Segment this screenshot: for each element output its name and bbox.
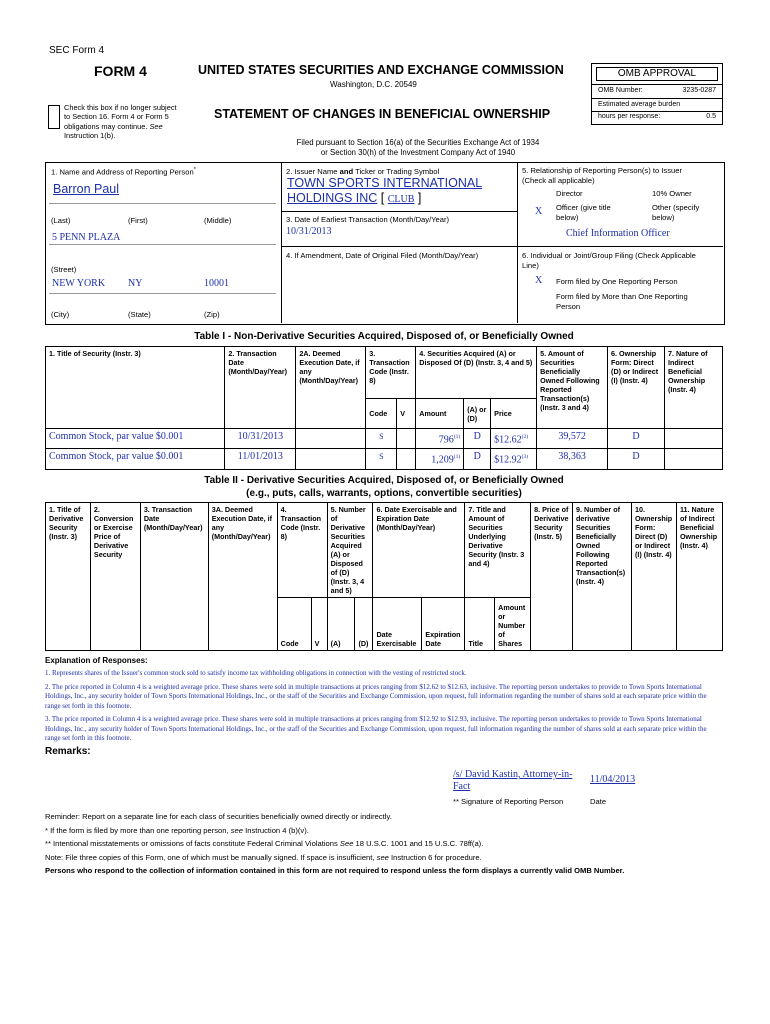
reminder: Reminder: Report on a separate line for each class of securities beneficially owned directly or indirectly.: [45, 812, 392, 821]
t2-sub-expiration: Expiration Date: [422, 598, 465, 651]
intentional-note: ** Intentional misstatements or omissions of facts constitute Federal Criminal Violations See 18 U.S.C. 1001 and 15 U.S.C. 78ff(a).: [45, 839, 484, 848]
table-row: Common Stock, par value $0.001 10/31/2013 S 796$^{(1)}$ D $12.62$^{(2)}$ 39,572 D: [46, 429, 723, 449]
t2-h8: 8. Price of Derivative Security (Instr. 5): [531, 503, 573, 651]
reporting-person-name[interactable]: Barron Paul: [53, 182, 120, 196]
star-note: * If the form is filed by more than one reporting person, see Instruction 4 (b)(v).: [45, 825, 309, 835]
checkbox-instruction: Check this box if no longer subject to Section 16. Form 4 or Form 5 obligations may continue. See Instruction 1(b).: [64, 103, 177, 141]
signature: /s/ David Kastin, Attorney-in- Fact: [453, 769, 573, 792]
other-option[interactable]: Other (specify below): [652, 203, 700, 222]
ten-percent-owner-option[interactable]: 10% Owner: [652, 189, 692, 198]
statement-title: STATEMENT OF CHANGES IN BENEFICIAL OWNERSHIP: [214, 107, 551, 121]
t2-h9: 9. Number of derivative Securities Beneficially Owned Following Reported Transaction(s) (Instr. 4): [573, 503, 632, 651]
t1-sub-price: Price: [491, 399, 537, 429]
state-label: (State): [128, 310, 151, 319]
ticker-symbol: CLUB: [387, 194, 415, 205]
omb-title: OMB APPROVAL: [596, 67, 718, 81]
footnote-1: 1. Represents shares of the Issuer's common stock sold to satisfy income tax withholding obligations in connection with the vesting of restricted stock.: [45, 669, 467, 677]
one-reporting-person-option[interactable]: Form filed by One Reporting Person: [556, 277, 678, 286]
box1-label: 1. Name and Address of Reporting Person*: [51, 167, 196, 177]
first-label: (First): [128, 216, 148, 225]
more-reporting-persons-option[interactable]: Form filed by More than One Reporting Person: [556, 292, 688, 311]
city: NEW YORK: [52, 278, 106, 289]
t2-sub-amount: Amount or Number of Shares: [495, 598, 531, 651]
zip-label: (Zip): [204, 310, 220, 319]
table2-title: Table II - Derivative Securities Acquired, Disposed of, or Beneficially Owned (e.g., puts, calls, warrants, options, convertible securities): [204, 475, 564, 499]
box6-label: 6. Individual or Joint/Group Filing (Check Applicable Line): [522, 251, 696, 270]
footnote-3: 3. The price reported in Column 4 is a weighted average price. These shares were sold in multiple transactions at prices ranging from $12.92 to $12.93, inclusive. The reporting person undertakes to provide to Town Sports International Holdings, Inc., any security holder of Town Sports International Holdings, Inc., or the staff of the Securities and Exchange Commission, upon request, full information regarding the number of shares sold at each separate price within the range set forth in this footnote.: [45, 715, 707, 742]
t1-sub-v: V: [397, 399, 416, 429]
earliest-transaction-date: 10/31/2013: [286, 226, 332, 237]
explanation-heading: Explanation of Responses:: [45, 656, 148, 665]
form-title: FORM 4: [94, 63, 147, 79]
t2-sub-title: Title: [465, 598, 495, 651]
t1-sub-code: Code: [366, 399, 397, 429]
signature-label: ** Signature of Reporting Person: [453, 797, 564, 806]
t2-sub-date-exercisable: Date Exercisable: [373, 598, 422, 651]
no-longer-subject-checkbox[interactable]: [48, 105, 60, 129]
agency-title: UNITED STATES SECURITIES AND EXCHANGE COMMISSION: [198, 63, 564, 77]
t2-sub-code: Code: [277, 598, 311, 651]
box5-label: 5. Relationship of Reporting Person(s) to Issuer (Check all applicable): [522, 166, 682, 185]
officer-title: Chief Information Officer: [566, 228, 670, 239]
t1-h2a: 2A. Deemed Execution Date, if any (Month/Day/Year): [296, 347, 366, 429]
t1-sub-amount: Amount: [416, 399, 464, 429]
city-label: (City): [51, 310, 70, 319]
t2-sub-a: (A): [327, 598, 355, 651]
t1-h6: 6. Ownership Form: Direct (D) or Indirect (I) (Instr. 4): [608, 347, 665, 429]
zip: 10001: [204, 278, 229, 289]
agency-location: Washington, D.C. 20549: [330, 80, 417, 89]
officer-option[interactable]: Officer (give title below): [556, 203, 611, 222]
persons-note: Persons who respond to the collection of information contained in this form are not required to respond unless the form displays a currently valid OMB Number.: [45, 866, 625, 875]
date-label: Date: [590, 797, 607, 806]
t2-h10: 10. Ownership Form: Direct (D) or Indirect (I) (Instr. 4): [631, 503, 676, 651]
officer-check-mark: X: [535, 206, 543, 217]
t1-h2: 2. Transaction Date (Month/Day/Year): [225, 347, 296, 429]
box4-label: 4. If Amendment, Date of Original Filed (Month/Day/Year): [286, 251, 479, 260]
hours-value: 0.5: [706, 113, 716, 120]
last-label: (Last): [51, 216, 71, 225]
t2-h4: 4. Transaction Code (Instr. 8): [277, 503, 327, 598]
t2-h3a: 3A. Deemed Execution Date, if any (Month/Day/Year): [208, 503, 277, 651]
t1-h4: 4. Securities Acquired (A) or Disposed Of (D) (Instr. 3, 4 and 5): [416, 347, 537, 399]
copies-note: Note: File three copies of this Form, one of which must be manually signed. If space is insufficient, see Instruction 6 for procedure.: [45, 852, 482, 862]
state: NY: [128, 278, 143, 289]
t2-h6: 6. Date Exercisable and Expiration Date (Month/Day/Year): [373, 503, 465, 598]
t2-h3: 3. Transaction Date (Month/Day/Year): [140, 503, 208, 651]
table1-title: Table I - Non-Derivative Securities Acquired, Disposed of, or Beneficially Owned: [194, 331, 574, 342]
box3-label: 3. Date of Earliest Transaction (Month/Day/Year): [286, 215, 450, 224]
omb-number-label: OMB Number:: [598, 87, 643, 94]
issuer-name[interactable]: TOWN SPORTS INTERNATIONAL HOLDINGS INC [ CLUB ]: [287, 176, 483, 205]
burden-label: Estimated average burden: [598, 101, 681, 108]
one-person-check-mark: X: [535, 275, 543, 286]
middle-label: (Middle): [204, 216, 232, 225]
non-derivative-table: [45, 346, 723, 470]
street-label: (Street): [51, 265, 77, 274]
t2-sub-v: V: [311, 598, 327, 651]
footnote-2: 2. The price reported in Column 4 is a weighted average price. These shares were sold in multiple transactions at prices ranging from $12.62 to $12.63, inclusive. The reporting person undertakes to provide to Town Sports International Holdings, Inc., any security holder of Town Sports International Holdings, Inc., or the staff of the Securities and Exchange Commission, upon request, full information regarding the number of shares sold at each separate price within the range set forth in this footnote.: [45, 682, 707, 710]
director-option[interactable]: Director: [556, 189, 583, 198]
t2-h7: 7. Title and Amount of Securities Underlying Derivative Security (Instr. 3 and 4): [465, 503, 531, 598]
derivative-table: [45, 502, 723, 651]
t1-sub-ad: (A) or (D): [464, 399, 491, 429]
t2-h11: 11. Nature of Indirect Beneficial Ownership (Instr. 4): [676, 503, 722, 651]
t2-h2: 2. Conversion or Exercise Price of Derivative Security: [90, 503, 140, 651]
omb-approval-box: [591, 63, 723, 125]
t2-sub-d: (D): [355, 598, 373, 651]
sec-form-label: SEC Form 4: [49, 45, 105, 56]
filed-pursuant: Filed pursuant to Section 16(a) of the Securities Exchange Act of 1934 or Section 30(h) of the Investment Company Act of 1940: [296, 138, 540, 157]
remarks-heading: Remarks:: [45, 746, 91, 757]
t2-h5: 5. Number of Derivative Securities Acquired (A) or Disposed of (D) (Instr. 3, 4 and 5): [327, 503, 373, 598]
t2-h1: 1. Title of Derivative Security (Instr. 3): [46, 503, 91, 651]
t1-h1: 1. Title of Security (Instr. 3): [46, 347, 225, 429]
t1-h5: 5. Amount of Securities Beneficially Owned Following Reported Transaction(s) (Instr. 3 and 4): [537, 347, 608, 429]
signature-date: 11/04/2013: [590, 774, 636, 785]
omb-number-value: 3235-0287: [682, 87, 716, 94]
hours-label: hours per response:: [598, 113, 661, 120]
address: 5 PENN PLAZA: [52, 232, 121, 243]
box2-label: 2. Issuer Name and Ticker or Trading Symbol: [286, 167, 440, 176]
t1-h3: 3. Transaction Code (Instr. 8): [366, 347, 416, 399]
table-row: Common Stock, par value $0.001 11/01/2013 S 1,209$^{(1)}$ D $12.92$^{(3)}$ 38,363 D: [46, 449, 723, 469]
footer-notes: [45, 810, 723, 878]
footnotes: [45, 669, 723, 744]
t1-h7: 7. Nature of Indirect Beneficial Ownership (Instr. 4): [664, 347, 722, 429]
